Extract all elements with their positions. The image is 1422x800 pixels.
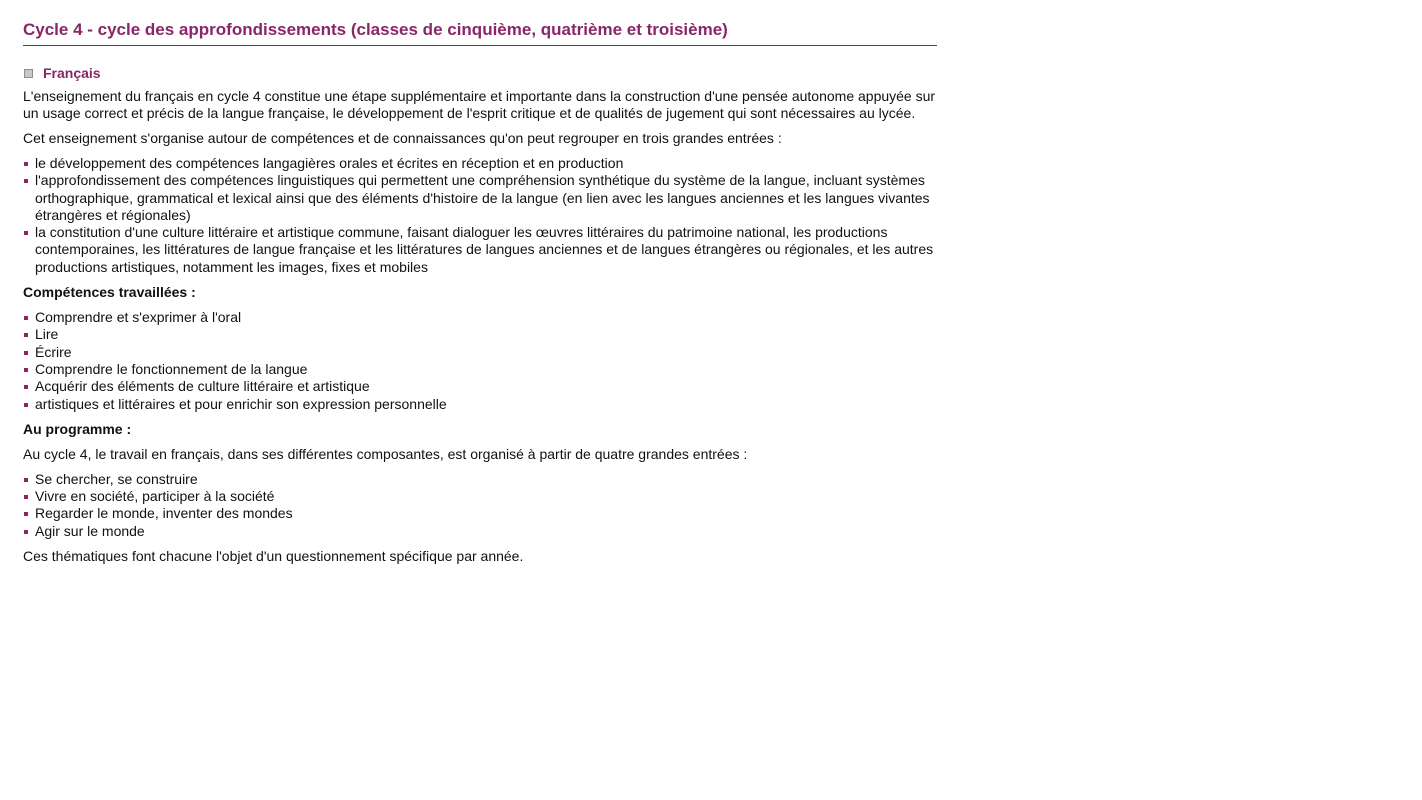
bullet-icon [24, 512, 28, 516]
bullet-icon [24, 162, 28, 166]
bullet-icon [24, 403, 28, 407]
bullet-icon [24, 351, 28, 355]
entries-list [23, 155, 937, 276]
list-item-text: l'approfondissement des compétences linguistiques qui permettent une compréhension synthétique du système de la langue, incluant systèmes orthographique, grammatical et lexical ainsi que des éléments d'histoire de la langue (en lien avec les langues anciennes et les langues vivantes étrangères et régionales) [35, 172, 930, 223]
list-item-text: Lire [35, 326, 59, 343]
entries-intro-paragraph: Cet enseignement s'organise autour de compétences et de connaissances qu'on peut regrouper en trois grandes entrées : [23, 130, 782, 146]
list-item [23, 155, 937, 172]
list-item-text: Regarder le monde, inventer des mondes [35, 505, 293, 522]
list-item [23, 344, 937, 361]
bullet-icon [24, 333, 28, 337]
list-item [23, 361, 937, 378]
page-title: Cycle 4 - cycle des approfondissements (classes de cinquième, quatrième et troisième) [23, 18, 937, 46]
list-item [23, 172, 937, 224]
list-item [23, 378, 937, 395]
square-bullet-icon [24, 69, 33, 78]
list-item-text: Agir sur le monde [35, 522, 145, 539]
bullet-icon [24, 495, 28, 499]
list-item [23, 488, 937, 505]
list-item [23, 224, 937, 276]
list-item-text: Écrire [35, 343, 72, 360]
closing-paragraph: Ces thématiques font chacune l'objet d'un questionnement spécifique par année. [23, 548, 524, 565]
list-item-text: le développement des compétences langagières orales et écrites en réception et en production [35, 155, 624, 171]
programme-intro: Au cycle 4, le travail en français, dans ses différentes composantes, est organisé à partir de quatre grandes entrées : [23, 445, 748, 462]
programme-heading: Au programme : [23, 420, 132, 437]
programme-list [23, 471, 937, 540]
list-item [23, 326, 937, 343]
list-item [23, 471, 937, 488]
list-item-text: la constitution d'une culture littéraire et artistique commune, faisant dialoguer les œuvres littéraires du patrimoine national, les productions contemporaines, les littératures de langue française et les littératures de langues anciennes et de langues étrangères ou régionales, et les autres productions artistiques, notamment les images, fixes et mobiles [35, 224, 934, 275]
list-item-text: Comprendre et s'exprimer à l'oral [35, 309, 242, 326]
bullet-icon [24, 530, 28, 534]
list-item-text: Acquérir des éléments de culture littéraire et artistique [35, 378, 370, 395]
list-item-text: Se chercher, se construire [35, 470, 198, 487]
bullet-icon [24, 368, 28, 372]
competences-list [23, 309, 937, 413]
list-item [23, 523, 937, 540]
intro-paragraph: L'enseignement du français en cycle 4 constitue une étape supplémentaire et importante dans la construction d'une pensée autonome appuyée sur un usage correct et précis de la langue française, le développement de l'esprit critique et de qualités de jugement qui sont nécessaires au lycée. [23, 88, 936, 121]
list-item-text: Vivre en société, participer à la société [35, 488, 275, 505]
section-title: Français [43, 65, 101, 81]
list-item-text: artistiques et littéraires et pour enrichir son expression personnelle [35, 395, 447, 412]
list-item-text: Comprendre le fonctionnement de la langue [35, 360, 308, 377]
main-content [23, 18, 937, 565]
bullet-icon [24, 231, 28, 235]
list-item [23, 505, 937, 522]
bullet-icon [24, 316, 28, 320]
section-heading [23, 64, 937, 82]
list-item [23, 396, 937, 413]
bullet-icon [24, 385, 28, 389]
list-item [23, 309, 937, 326]
bullet-icon [24, 478, 28, 482]
competences-heading: Compétences travaillées : [23, 284, 196, 301]
bullet-icon [24, 179, 28, 183]
